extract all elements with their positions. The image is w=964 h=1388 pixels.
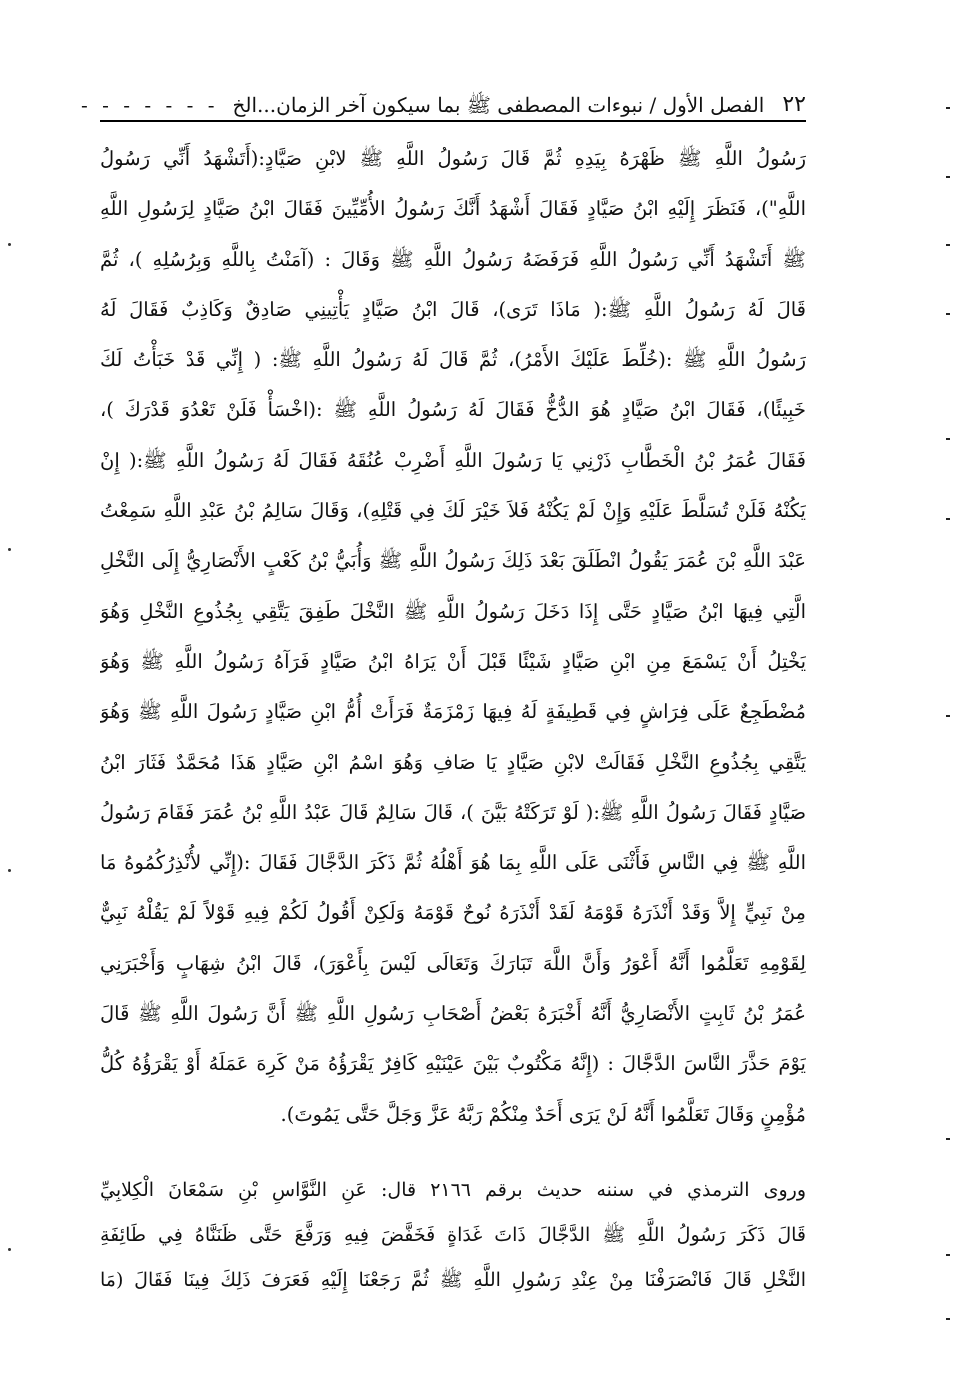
footnote-line: قَالَ ذَكَرَ رَسُولُ اللَّهِ ﷺ الدَّجَّالَ ذَاتَ غَدَاةٍ فَخَفَّضَ فِيهِ وَرَفَّعَ حَتَّى ظَنَنَّاهُ فِي طَائِفَةِ — [100, 1224, 806, 1246]
scan-speck — [946, 1254, 950, 1256]
text-line: فَقَالَ عُمَرُ بْنُ الْخَطَّابِ ذَرْنِي يَا رَسُولَ اللَّهِ أَضْرِبْ عُنُقَهُ فَقَالَ لَهُ رَسُولُ اللَّهِ ﷺ:( إِنْ — [100, 448, 806, 472]
scan-speck — [946, 107, 950, 109]
text-line: صَيَّادٍ فَقَالَ رَسُولُ اللَّهِ ﷺ:( لَوْ تَرَكَتْهُ بَيَّنَ )، قَالَ سَالِمٌ قَالَ عَبْدُ اللَّهِ بْنُ عُمَرَ فَقَامَ رَسُولُ — [100, 800, 806, 824]
text-line: اللَّهِ ﷺ فِي النَّاسِ فَأَثْنَى عَلَى اللَّهِ بِمَا هُوَ أَهْلُهُ ثُمَّ ذَكَرَ الدَّجَّالَ فَقَالَ :(إِنِّي لأُنْذِرُكُمُوهُ مَا — [100, 851, 806, 875]
text-line: عُمَرُ بْنُ ثَابِتٍ الأَنْصَارِيُّ أَنَّهُ أَخْبَرَهُ بَعْضُ أَصْحَابِ رَسُولِ اللَّهِ ﷺ أَنَّ رَسُولَ اللَّهِ ﷺ قَالَ — [100, 1002, 806, 1026]
scan-speck — [946, 1138, 950, 1140]
text-line: رَسُولُ اللَّهِ ﷺ :(خُلِّطَ عَلَيْكَ الأَمْرُ)، ثُمَّ قَالَ لَهُ رَسُولُ اللَّهِ ﷺ: ( إِنِّي قَدْ خَبَأْتُ لَكَ — [100, 348, 806, 372]
page-number: ٢٢ — [782, 92, 806, 117]
text-line: لِقَوْمِهِ تَعَلَّمُوا أَنَّهُ أَعْوَرُ وَأَنَّ اللَّهَ تَبَارَكَ وَتَعَالَى لَيْسَ بِأَعْوَرَ)، قَالَ ابْنُ شِهَابٍ وَأَخْبَرَنِي — [100, 951, 806, 975]
scan-speck — [946, 176, 950, 178]
scan-speck — [8, 548, 11, 551]
scan-speck — [946, 715, 950, 717]
text-line: اللَّهِ")، فَنَظَرَ إِلَيْهِ ابْنُ صَيَّادٍ فَقَالَ أَشْهَدُ أَنَّكَ رَسُولُ الأُمِّيِّينَ فَقَالَ ابْنُ صَيَّادٍ لِرَسُولِ اللَّهِ — [100, 197, 806, 221]
text-line: عَبْدَ اللَّهِ بْنَ عُمَرَ يَقُولُ انْطَلَقَ بَعْدَ ذَلِكَ رَسُولُ اللَّهِ ﷺ وَأُبَيُّ بْنُ كَعْبٍ الأَنْصَارِيُّ إِلَى النَّخْلِ — [100, 549, 806, 573]
scan-speck — [8, 869, 11, 872]
text-line: مُضْطَجِعٌ عَلَى فِرَاشٍ فِي قَطِيفَةٍ لَهُ فِيهَا زَمْزَمَةٌ فَرَأَتْ أُمُّ ابْنِ صَيَّادٍ رَسُولَ اللَّهِ ﷺ وَهُوَ — [100, 700, 806, 724]
scan-speck — [8, 1248, 11, 1251]
footnote-line: النَّخْلِ قَالَ فَانْصَرَفْنَا مِنْ عِنْدِ رَسُولِ اللَّهِ ﷺ ثُمَّ رَجَعْنَا إِلَيْهِ فَعَرَفَ ذَلِكَ فِينَا فَقَالَ (مَا — [100, 1269, 806, 1291]
scan-speck — [946, 313, 950, 315]
text-line: رَسُولُ اللَّهِ ﷺ ظَهْرَهُ بِيَدِهِ ثُمَّ قَالَ رَسُولُ اللَّهِ ﷺ لابْنِ صَيَّادٍ:(أَتَشْهَدُ أَنِّي رَسُولُ — [100, 147, 806, 170]
main-text — [100, 134, 806, 1140]
scan-speck — [946, 438, 950, 440]
text-line: خَبِيئًا)، فَقَالَ ابْنُ صَيَّادٍ هُوَ الدُّخُّ فَقَالَ لَهُ رَسُولُ اللَّهِ ﷺ :(اخْسَأْ فَلَنْ تَعْدُوَ قَدْرَكَ )، — [100, 398, 806, 422]
footnote-text — [100, 1168, 806, 1303]
text-line: الَّتِي فِيهَا ابْنُ صَيَّادٍ حَتَّى إِذَا دَخَلَ رَسُولُ اللَّهِ ﷺ النَّخْلَ طَفِقَ يَتَّقِي بِجُذُوعِ النَّخْلِ وَهُوَ — [100, 599, 806, 623]
scan-speck — [946, 1318, 950, 1320]
scan-speck — [946, 244, 950, 246]
scan-speck — [8, 243, 11, 246]
text-line: ﷺ أَتَشْهَدُ أَنِّي رَسُولُ اللَّهِ فَرَفَضَهُ رَسُولُ اللَّهِ ﷺ وَقَالَ : (آمَنْتُ بِاللَّهِ وَبِرُسُلِهِ )، ثُمَّ — [100, 247, 806, 271]
text-line: مِنْ نَبِيٍّ إِلاَّ وَقَدْ أَنْذَرَهُ قَوْمَهُ لَقَدْ أَنْذَرَهُ نُوحٌ قَوْمَهُ وَلَكِنْ أَقُولُ لَكُمْ فِيهِ قَوْلاً لَمْ يَقُلْهُ نَبِيٌّ — [100, 901, 806, 925]
text-line: قَالَ لَهُ رَسُولُ اللَّهِ ﷺ:( مَاذَا تَرَى)، قَالَ ابْنُ صَيَّادٍ يَأْتِينِي صَادِقٌ وَكَاذِبٌ فَقَالَ لَهُ — [100, 297, 806, 321]
text-line: يَخْتِلُ أَنْ يَسْمَعَ مِنِ ابْنِ صَيَّادٍ شَيْئًا قَبْلَ أَنْ يَرَاهُ ابْنُ صَيَّادٍ فَرَآهُ رَسُولُ اللَّهِ ﷺ وَهُوَ — [100, 649, 806, 673]
text-line: يَوْمَ حَذَّرَ النَّاسَ الدَّجَّالَ : (إِنَّهُ مَكْتُوبٌ بَيْنَ عَيْنَيْهِ كَافِرٌ يَقْرَؤُهُ مَنْ كَرِهَ عَمَلَهُ أَوْ يَقْرَؤُهُ كُلُّ — [100, 1052, 806, 1076]
header-dashes: - - - - - - - — [81, 93, 219, 117]
chapter-title: الفصل الأول / نبوءات المصطفى ﷺ بما سيكون آخر الزمان...الخ — [232, 93, 765, 117]
footnote-line: وروى الترمذي في سننه حديث برقم ٢١٦٦ قال: عَنِ النَّوَّاسِ بْنِ سَمْعَانَ الْكِلابِيِّ — [100, 1179, 806, 1201]
text-line: يَكُنْهُ فَلَنْ تُسَلَّطَ عَلَيْهِ وَإِنْ لَمْ يَكُنْهُ فَلاَ خَيْرَ لَكَ فِي قَتْلِهِ)، وَقَالَ سَالِمُ بْنُ عَبْدِ اللَّهِ سَمِعْتُ — [100, 499, 806, 523]
text-line: مُؤْمِنٍ وَقَالَ تَعَلَّمُوا أَنَّهُ لَنْ يَرَى أَحَدٌ مِنْكُمْ رَبَّهُ عَزَّ وَجَلَّ حَتَّى يَمُوتَ). — [280, 1102, 806, 1126]
text-line: يَتَّقِي بِجُذُوعِ النَّخْلِ فَقَالَتْ لابْنِ صَيَّادٍ يَا صَافِ وَهُوَ اسْمُ ابْنِ صَيَّادٍ هَذَا مُحَمَّدٌ فَثَارَ ابْنُ — [100, 750, 806, 774]
scan-speck — [946, 518, 950, 520]
page-header — [81, 84, 806, 122]
